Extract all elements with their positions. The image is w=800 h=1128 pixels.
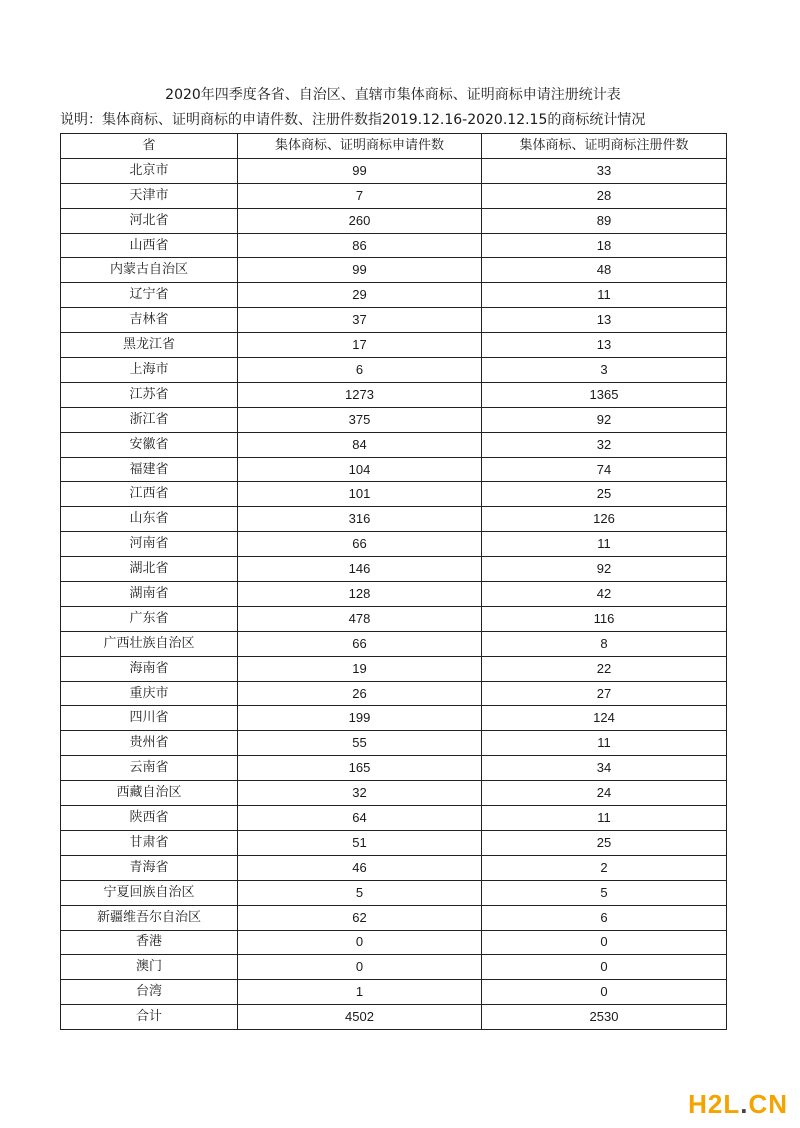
applications-cell: 66 [238, 532, 482, 557]
table-row [61, 606, 727, 631]
table-row [61, 582, 727, 607]
table-row [61, 855, 727, 880]
province-cell: 福建省 [61, 457, 238, 482]
applications-cell: 128 [238, 582, 482, 607]
registrations-cell: 1365 [482, 382, 727, 407]
table-row [61, 457, 727, 482]
registrations-cell: 11 [482, 532, 727, 557]
site-watermark-logo [688, 1089, 788, 1119]
province-cell: 香港 [61, 930, 238, 955]
province-cell: 河南省 [61, 532, 238, 557]
header-province: 省 [61, 134, 238, 159]
applications-cell: 99 [238, 258, 482, 283]
province-cell: 云南省 [61, 756, 238, 781]
province-cell: 广西壮族自治区 [61, 631, 238, 656]
province-cell: 湖南省 [61, 582, 238, 607]
registrations-cell: 74 [482, 457, 727, 482]
applications-cell: 32 [238, 781, 482, 806]
province-cell: 合计 [61, 1005, 238, 1030]
table-row [61, 631, 727, 656]
applications-cell: 66 [238, 631, 482, 656]
applications-cell: 29 [238, 283, 482, 308]
table-row [61, 482, 727, 507]
province-cell: 重庆市 [61, 681, 238, 706]
registrations-cell: 89 [482, 208, 727, 233]
registrations-cell: 18 [482, 233, 727, 258]
table-row [61, 308, 727, 333]
registrations-cell: 6 [482, 905, 727, 930]
province-cell: 河北省 [61, 208, 238, 233]
province-cell: 新疆维吾尔自治区 [61, 905, 238, 930]
registrations-cell: 24 [482, 781, 727, 806]
applications-cell: 316 [238, 507, 482, 532]
applications-cell: 6 [238, 358, 482, 383]
applications-cell: 1273 [238, 382, 482, 407]
registrations-cell: 2530 [482, 1005, 727, 1030]
province-cell: 宁夏回族自治区 [61, 880, 238, 905]
registrations-cell: 25 [482, 830, 727, 855]
province-cell: 吉林省 [61, 308, 238, 333]
table-body [61, 158, 727, 1029]
registrations-cell: 92 [482, 407, 727, 432]
applications-cell: 0 [238, 955, 482, 980]
table-row [61, 358, 727, 383]
table-row [61, 233, 727, 258]
applications-cell: 55 [238, 731, 482, 756]
table-row [61, 382, 727, 407]
province-cell: 天津市 [61, 183, 238, 208]
table-row [61, 283, 727, 308]
registrations-cell: 48 [482, 258, 727, 283]
table-row [61, 806, 727, 831]
table-row [61, 930, 727, 955]
table-row [61, 756, 727, 781]
applications-cell: 26 [238, 681, 482, 706]
applications-cell: 62 [238, 905, 482, 930]
table-row [61, 706, 727, 731]
table-row [61, 557, 727, 582]
registrations-cell: 124 [482, 706, 727, 731]
applications-cell: 0 [238, 930, 482, 955]
table-header [61, 134, 727, 159]
registrations-cell: 27 [482, 681, 727, 706]
applications-cell: 1 [238, 980, 482, 1005]
table-row [61, 333, 727, 358]
province-cell: 黑龙江省 [61, 333, 238, 358]
table-row [61, 980, 727, 1005]
table-row [61, 681, 727, 706]
table-row [61, 731, 727, 756]
registrations-cell: 13 [482, 333, 727, 358]
registrations-cell: 126 [482, 507, 727, 532]
registrations-cell: 11 [482, 806, 727, 831]
registrations-cell: 32 [482, 432, 727, 457]
applications-cell: 86 [238, 233, 482, 258]
province-cell: 安徽省 [61, 432, 238, 457]
table-row [61, 656, 727, 681]
applications-cell: 101 [238, 482, 482, 507]
header-applications: 集体商标、证明商标申请件数 [238, 134, 482, 159]
table-row [61, 830, 727, 855]
applications-cell: 37 [238, 308, 482, 333]
province-cell: 四川省 [61, 706, 238, 731]
registrations-cell: 0 [482, 980, 727, 1005]
header-registrations: 集体商标、证明商标注册件数 [482, 134, 727, 159]
applications-cell: 64 [238, 806, 482, 831]
total-row [61, 1005, 727, 1030]
applications-cell: 165 [238, 756, 482, 781]
registrations-cell: 34 [482, 756, 727, 781]
province-cell: 西藏自治区 [61, 781, 238, 806]
province-cell: 青海省 [61, 855, 238, 880]
registrations-cell: 8 [482, 631, 727, 656]
applications-cell: 375 [238, 407, 482, 432]
province-cell: 澳门 [61, 955, 238, 980]
table-row [61, 955, 727, 980]
watermark-dot: . [740, 1089, 749, 1119]
province-cell: 甘肃省 [61, 830, 238, 855]
province-cell: 北京市 [61, 158, 238, 183]
province-cell: 浙江省 [61, 407, 238, 432]
applications-cell: 84 [238, 432, 482, 457]
registrations-cell: 13 [482, 308, 727, 333]
table-row [61, 880, 727, 905]
applications-cell: 104 [238, 457, 482, 482]
table-row [61, 432, 727, 457]
registrations-cell: 11 [482, 731, 727, 756]
applications-cell: 199 [238, 706, 482, 731]
province-cell: 江西省 [61, 482, 238, 507]
watermark-brand: H2L [688, 1089, 741, 1119]
province-cell: 江苏省 [61, 382, 238, 407]
province-cell: 内蒙古自治区 [61, 258, 238, 283]
applications-cell: 19 [238, 656, 482, 681]
province-cell: 山西省 [61, 233, 238, 258]
province-cell: 山东省 [61, 507, 238, 532]
applications-cell: 146 [238, 557, 482, 582]
table-row [61, 158, 727, 183]
registrations-cell: 5 [482, 880, 727, 905]
province-cell: 陕西省 [61, 806, 238, 831]
table-row [61, 507, 727, 532]
registrations-cell: 116 [482, 606, 727, 631]
registrations-cell: 25 [482, 482, 727, 507]
watermark-tld: CN [748, 1089, 788, 1119]
table-row [61, 183, 727, 208]
applications-cell: 5 [238, 880, 482, 905]
registrations-cell: 2 [482, 855, 727, 880]
province-cell: 广东省 [61, 606, 238, 631]
registrations-cell: 33 [482, 158, 727, 183]
applications-cell: 478 [238, 606, 482, 631]
applications-cell: 17 [238, 333, 482, 358]
registrations-cell: 22 [482, 656, 727, 681]
table-row [61, 208, 727, 233]
registrations-cell: 3 [482, 358, 727, 383]
applications-cell: 46 [238, 855, 482, 880]
registrations-cell: 92 [482, 557, 727, 582]
applications-cell: 7 [238, 183, 482, 208]
table-row [61, 905, 727, 930]
province-cell: 贵州省 [61, 731, 238, 756]
statistics-table [60, 133, 727, 1030]
registrations-cell: 0 [482, 955, 727, 980]
registrations-cell: 0 [482, 930, 727, 955]
applications-cell: 99 [238, 158, 482, 183]
province-cell: 湖北省 [61, 557, 238, 582]
province-cell: 台湾 [61, 980, 238, 1005]
table-row [61, 407, 727, 432]
applications-cell: 4502 [238, 1005, 482, 1030]
page-title: 2020年四季度各省、自治区、直辖市集体商标、证明商标申请注册统计表 [165, 87, 621, 103]
table-note: 说明：集体商标、证明商标的申请件数、注册件数指2019.12.16-2020.12.15的商标统计情况 [60, 112, 646, 128]
registrations-cell: 42 [482, 582, 727, 607]
table-row [61, 781, 727, 806]
applications-cell: 260 [238, 208, 482, 233]
table-row [61, 258, 727, 283]
province-cell: 海南省 [61, 656, 238, 681]
registrations-cell: 28 [482, 183, 727, 208]
applications-cell: 51 [238, 830, 482, 855]
table-row [61, 532, 727, 557]
province-cell: 上海市 [61, 358, 238, 383]
registrations-cell: 11 [482, 283, 727, 308]
header-row [61, 134, 727, 159]
province-cell: 辽宁省 [61, 283, 238, 308]
